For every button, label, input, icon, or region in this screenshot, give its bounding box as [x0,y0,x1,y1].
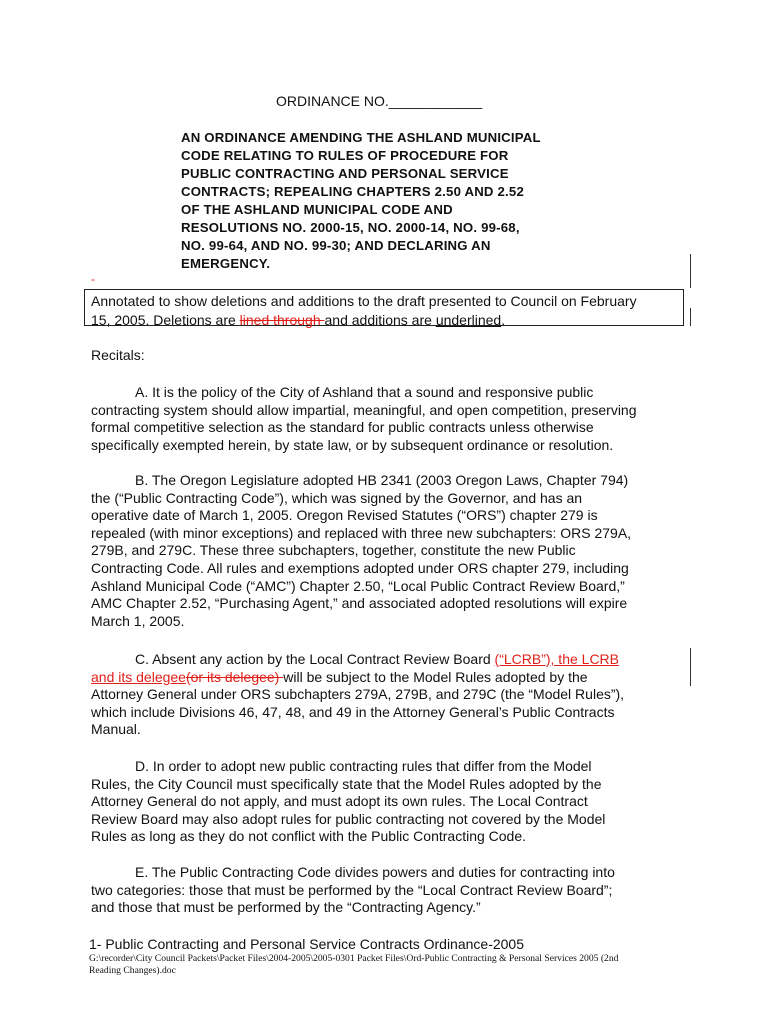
paragraph-line: Attorney General under ORS subchapters 279A, 279B, and 279C (the “Model Rules”), [91,686,625,703]
recital-a [91,384,691,454]
recital-d [91,758,691,846]
paragraph-line: the (“Public Contracting Code”), which was signed by the Governor, and has an [91,489,583,506]
strikethrough-sample: lined through [239,312,325,328]
annotation-text: and additions are [324,312,436,328]
heading-line: AN ORDINANCE AMENDING THE ASHLAND MUNICIPAL [181,130,541,145]
paragraph-line: Rules as long as they do not conflict with the Public Contracting Code. [91,828,527,845]
paragraph-line: which include Divisions 46, 47, 48, and 49 in the Attorney General’s Public Contracts [91,703,615,720]
change-bar [690,648,691,686]
recital-e [91,864,691,917]
paragraph-line: and those that must be performed by the “Contracting Agency.” [91,899,481,916]
heading-line: OF THE ASHLAND MUNICIPAL CODE AND [181,202,453,217]
annotation-text: 15, 2005. Deletions are [91,312,240,328]
paragraph-line: repealed (with minor exceptions) and replaced with three new subchapters: ORS 279A, [91,524,632,541]
paragraph-line: 279B, and 279C. These three subchapters, together, constitute the new Public [91,542,576,559]
page-footer: 1- Public Contracting and Personal Service Contracts Ordinance-2005 [89,936,525,952]
inserted-text: and its delegee [91,668,186,685]
paragraph-line [91,651,691,669]
paragraph-line: D. In order to adopt new public contracting rules that differ from the Model [135,758,592,774]
change-bar [690,254,691,288]
paragraph-line: Review Board may also adopt rules for public contracting not covered by the Model [91,810,606,827]
recitals-label: Recitals: [91,347,145,363]
heading-line: CODE RELATING TO RULES OF PROCEDURE FOR [181,148,509,163]
annotation-note [91,292,637,330]
paragraph-line: specifically exempted herein, by state law, or by subsequent ordinance or resolution. [91,436,614,453]
revision-mark: - [91,272,95,286]
inserted-text: (“LCRB”), the LCRB [494,651,619,667]
paragraph-line: two categories: those that must be performed by the “Local Contract Review Board”; [91,881,613,898]
heading-line: CONTRACTS; REPEALING CHAPTERS 2.50 AND 2.52 [181,184,524,199]
annotation-text: . [501,312,506,328]
paragraph-line: Rules, the City Council must specifically state that the Model Rules adopted by the [91,775,602,792]
recital-b [91,472,691,630]
paragraph-text: will be subject to the Model Rules adopted by the [283,668,588,685]
file-path-line: G:\recorder\City Council Packets\Packet Files\2004-2005\2005-0301 Packet Files\Ord-Public Contracting & Personal Services 2005 (2nd [89,953,619,964]
paragraph-text: C. Absent any action by the Local Contract Review Board [135,651,495,667]
paragraph-line: AMC Chapter 2.52, “Purchasing Agent,” and associated adopted resolutions will expire [91,595,628,612]
paragraph-line: operative date of March 1, 2005. Oregon Revised Statutes (“ORS”) chapter 279 is [91,507,598,524]
file-path-line: Reading Changes).doc [89,965,176,976]
heading-line: PUBLIC CONTRACTING AND PERSONAL SERVICE [181,166,509,181]
paragraph-line [91,669,691,687]
heading-line: RESOLUTIONS NO. 2000-15, NO. 2000-14, NO. 99-68, [181,220,520,235]
annotation-line [91,311,637,330]
underline-sample: underlined [435,312,502,328]
paragraph-line: Contracting Code. All rules and exemptions adopted under ORS chapter 279, including [91,559,629,576]
paragraph-line: Ashland Municipal Code (“AMC”) Chapter 2.50, “Local Public Contract Review Board,” [91,577,625,594]
heading-line: NO. 99-64, AND NO. 99-30; AND DECLARING AN [181,238,491,253]
recital-c [91,651,691,739]
paragraph-line: Manual. [91,721,141,738]
annotation-line: Annotated to show deletions and additions to the draft presented to Council on February [91,293,637,309]
ordinance-title: ORDINANCE NO.____________ [276,93,483,109]
ordinance-heading [181,129,621,273]
paragraph-line: E. The Public Contracting Code divides powers and duties for contracting into [135,864,615,880]
paragraph-line: contracting system should allow impartial, meaningful, and open competition, preserving [91,401,637,418]
paragraph-line: B. The Oregon Legislature adopted HB 2341 (2003 Oregon Laws, Chapter 794) [135,472,629,488]
paragraph-line: March 1, 2005. [91,612,185,629]
heading-line: EMERGENCY. [181,256,271,271]
paragraph-line: formal competitive selection as the standard for public contracts unless otherwise [91,419,594,436]
paragraph-line: A. It is the policy of the City of Ashland that a sound and responsive public [135,384,594,400]
file-path [89,953,689,977]
deleted-text: (or its delegee) [185,668,284,685]
change-bar [690,308,691,326]
paragraph-line: Attorney General do not apply, and must adopt its own rules. The Local Contract [91,793,588,810]
